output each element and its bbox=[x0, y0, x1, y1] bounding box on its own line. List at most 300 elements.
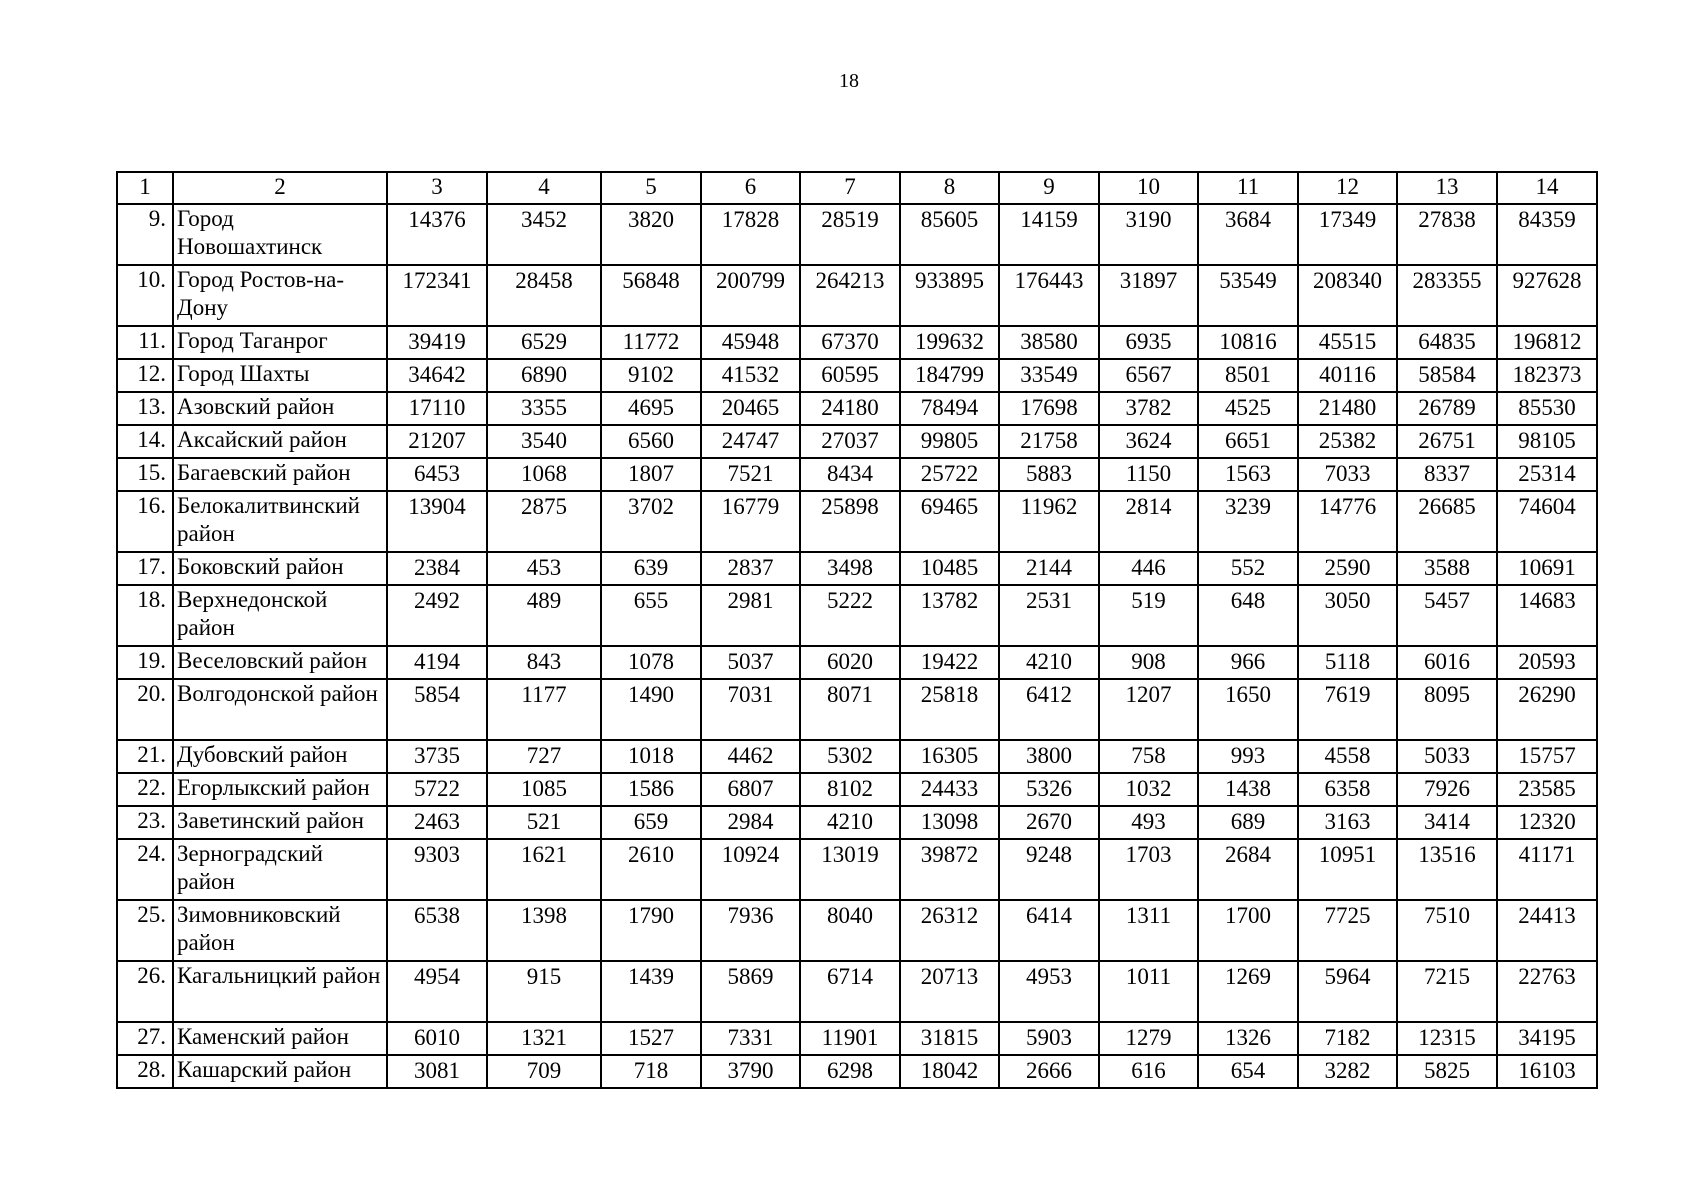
value-cell-col-10: 3782 bbox=[1099, 392, 1198, 425]
value-cell-col-10: 519 bbox=[1099, 585, 1198, 646]
value-cell-col-5: 11772 bbox=[601, 326, 701, 359]
table-row bbox=[117, 392, 1597, 425]
value-cell-col-11: 6651 bbox=[1198, 425, 1298, 458]
value-cell-col-11: 10816 bbox=[1198, 326, 1298, 359]
value-cell-col-7: 24180 bbox=[800, 392, 900, 425]
value-cell-col-10: 616 bbox=[1099, 1055, 1198, 1088]
table-row bbox=[117, 326, 1597, 359]
value-cell-col-4: 521 bbox=[487, 806, 601, 839]
value-cell-col-9: 2666 bbox=[999, 1055, 1099, 1088]
value-cell-col-6: 2837 bbox=[701, 552, 800, 585]
value-cell-col-10: 1207 bbox=[1099, 679, 1198, 740]
row-number-cell: 25. bbox=[117, 900, 173, 961]
value-cell-col-12: 208340 bbox=[1298, 265, 1397, 326]
header-cell-5: 5 bbox=[601, 172, 701, 204]
value-cell-col-11: 4525 bbox=[1198, 392, 1298, 425]
value-cell-col-14: 84359 bbox=[1497, 204, 1597, 265]
value-cell-col-5: 1439 bbox=[601, 961, 701, 1022]
value-cell-col-5: 655 bbox=[601, 585, 701, 646]
value-cell-col-14: 12320 bbox=[1497, 806, 1597, 839]
value-cell-col-14: 25314 bbox=[1497, 458, 1597, 491]
value-cell-col-4: 1177 bbox=[487, 679, 601, 740]
row-number-cell: 21. bbox=[117, 740, 173, 773]
header-cell-3: 3 bbox=[387, 172, 487, 204]
value-cell-col-14: 16103 bbox=[1497, 1055, 1597, 1088]
value-cell-col-8: 25722 bbox=[900, 458, 999, 491]
value-cell-col-3: 14376 bbox=[387, 204, 487, 265]
value-cell-col-12: 5118 bbox=[1298, 646, 1397, 679]
value-cell-col-13: 27838 bbox=[1397, 204, 1497, 265]
district-name-cell: Город Ростов-на-Дону bbox=[173, 265, 387, 326]
value-cell-col-3: 6010 bbox=[387, 1022, 487, 1055]
value-cell-col-5: 1018 bbox=[601, 740, 701, 773]
value-cell-col-10: 908 bbox=[1099, 646, 1198, 679]
value-cell-col-8: 78494 bbox=[900, 392, 999, 425]
value-cell-col-9: 2144 bbox=[999, 552, 1099, 585]
district-name-cell: Волгодонской район bbox=[173, 679, 387, 740]
value-cell-col-5: 2610 bbox=[601, 839, 701, 900]
district-name-cell: Аксайский район bbox=[173, 425, 387, 458]
value-cell-col-7: 28519 bbox=[800, 204, 900, 265]
value-cell-col-12: 7619 bbox=[1298, 679, 1397, 740]
row-number-cell: 16. bbox=[117, 491, 173, 552]
value-cell-col-5: 3702 bbox=[601, 491, 701, 552]
value-cell-col-6: 5037 bbox=[701, 646, 800, 679]
value-cell-col-13: 3588 bbox=[1397, 552, 1497, 585]
value-cell-col-10: 1032 bbox=[1099, 773, 1198, 806]
value-cell-col-8: 25818 bbox=[900, 679, 999, 740]
table-header-row bbox=[117, 172, 1597, 204]
value-cell-col-6: 4462 bbox=[701, 740, 800, 773]
value-cell-col-7: 8434 bbox=[800, 458, 900, 491]
header-cell-7: 7 bbox=[800, 172, 900, 204]
value-cell-col-13: 8095 bbox=[1397, 679, 1497, 740]
row-number-cell: 12. bbox=[117, 359, 173, 392]
value-cell-col-9: 6412 bbox=[999, 679, 1099, 740]
value-cell-col-3: 6538 bbox=[387, 900, 487, 961]
value-cell-col-7: 13019 bbox=[800, 839, 900, 900]
value-cell-col-10: 493 bbox=[1099, 806, 1198, 839]
table-row bbox=[117, 552, 1597, 585]
value-cell-col-4: 1321 bbox=[487, 1022, 601, 1055]
value-cell-col-13: 7510 bbox=[1397, 900, 1497, 961]
value-cell-col-5: 1790 bbox=[601, 900, 701, 961]
value-cell-col-8: 20713 bbox=[900, 961, 999, 1022]
value-cell-col-3: 17110 bbox=[387, 392, 487, 425]
row-number-cell: 9. bbox=[117, 204, 173, 265]
value-cell-col-13: 5457 bbox=[1397, 585, 1497, 646]
value-cell-col-14: 927628 bbox=[1497, 265, 1597, 326]
value-cell-col-7: 8040 bbox=[800, 900, 900, 961]
value-cell-col-10: 446 bbox=[1099, 552, 1198, 585]
value-cell-col-12: 14776 bbox=[1298, 491, 1397, 552]
table-row bbox=[117, 961, 1597, 1022]
value-cell-col-4: 28458 bbox=[487, 265, 601, 326]
value-cell-col-9: 5326 bbox=[999, 773, 1099, 806]
row-number-cell: 28. bbox=[117, 1055, 173, 1088]
value-cell-col-9: 38580 bbox=[999, 326, 1099, 359]
value-cell-col-4: 1085 bbox=[487, 773, 601, 806]
value-cell-col-10: 3190 bbox=[1099, 204, 1198, 265]
value-cell-col-6: 3790 bbox=[701, 1055, 800, 1088]
row-number-cell: 27. bbox=[117, 1022, 173, 1055]
district-name-cell: Город Шахты bbox=[173, 359, 387, 392]
value-cell-col-12: 6358 bbox=[1298, 773, 1397, 806]
value-cell-col-14: 85530 bbox=[1497, 392, 1597, 425]
value-cell-col-11: 1269 bbox=[1198, 961, 1298, 1022]
value-cell-col-3: 21207 bbox=[387, 425, 487, 458]
district-name-cell: Каменский район bbox=[173, 1022, 387, 1055]
value-cell-col-13: 26789 bbox=[1397, 392, 1497, 425]
value-cell-col-12: 7033 bbox=[1298, 458, 1397, 491]
value-cell-col-13: 283355 bbox=[1397, 265, 1497, 326]
value-cell-col-9: 5883 bbox=[999, 458, 1099, 491]
value-cell-col-7: 67370 bbox=[800, 326, 900, 359]
value-cell-col-7: 6298 bbox=[800, 1055, 900, 1088]
value-cell-col-6: 7936 bbox=[701, 900, 800, 961]
value-cell-col-5: 56848 bbox=[601, 265, 701, 326]
value-cell-col-8: 69465 bbox=[900, 491, 999, 552]
value-cell-col-6: 17828 bbox=[701, 204, 800, 265]
value-cell-col-12: 3163 bbox=[1298, 806, 1397, 839]
value-cell-col-3: 4954 bbox=[387, 961, 487, 1022]
value-cell-col-12: 17349 bbox=[1298, 204, 1397, 265]
district-name-cell: Город Новошахтинск bbox=[173, 204, 387, 265]
value-cell-col-11: 3239 bbox=[1198, 491, 1298, 552]
value-cell-col-12: 4558 bbox=[1298, 740, 1397, 773]
value-cell-col-4: 1621 bbox=[487, 839, 601, 900]
value-cell-col-4: 453 bbox=[487, 552, 601, 585]
district-name-cell: Дубовский район bbox=[173, 740, 387, 773]
value-cell-col-3: 5854 bbox=[387, 679, 487, 740]
value-cell-col-12: 40116 bbox=[1298, 359, 1397, 392]
value-cell-col-11: 53549 bbox=[1198, 265, 1298, 326]
value-cell-col-10: 6935 bbox=[1099, 326, 1198, 359]
value-cell-col-5: 1078 bbox=[601, 646, 701, 679]
district-name-cell: Верхнедонской район bbox=[173, 585, 387, 646]
value-cell-col-11: 3684 bbox=[1198, 204, 1298, 265]
value-cell-col-5: 4695 bbox=[601, 392, 701, 425]
value-cell-col-11: 966 bbox=[1198, 646, 1298, 679]
value-cell-col-9: 3800 bbox=[999, 740, 1099, 773]
table-row bbox=[117, 425, 1597, 458]
value-cell-col-3: 9303 bbox=[387, 839, 487, 900]
value-cell-col-9: 11962 bbox=[999, 491, 1099, 552]
value-cell-col-4: 727 bbox=[487, 740, 601, 773]
value-cell-col-14: 10691 bbox=[1497, 552, 1597, 585]
value-cell-col-9: 21758 bbox=[999, 425, 1099, 458]
value-cell-col-12: 45515 bbox=[1298, 326, 1397, 359]
value-cell-col-8: 10485 bbox=[900, 552, 999, 585]
value-cell-col-14: 22763 bbox=[1497, 961, 1597, 1022]
value-cell-col-6: 200799 bbox=[701, 265, 800, 326]
value-cell-col-7: 60595 bbox=[800, 359, 900, 392]
value-cell-col-13: 8337 bbox=[1397, 458, 1497, 491]
value-cell-col-8: 13782 bbox=[900, 585, 999, 646]
value-cell-col-4: 1068 bbox=[487, 458, 601, 491]
value-cell-col-7: 5222 bbox=[800, 585, 900, 646]
row-number-cell: 20. bbox=[117, 679, 173, 740]
table-row bbox=[117, 491, 1597, 552]
value-cell-col-7: 25898 bbox=[800, 491, 900, 552]
value-cell-col-3: 3735 bbox=[387, 740, 487, 773]
value-cell-col-14: 24413 bbox=[1497, 900, 1597, 961]
table-row bbox=[117, 806, 1597, 839]
row-number-cell: 26. bbox=[117, 961, 173, 1022]
value-cell-col-14: 74604 bbox=[1497, 491, 1597, 552]
value-cell-col-14: 20593 bbox=[1497, 646, 1597, 679]
value-cell-col-4: 6890 bbox=[487, 359, 601, 392]
value-cell-col-5: 659 bbox=[601, 806, 701, 839]
table-row bbox=[117, 1055, 1597, 1088]
value-cell-col-11: 654 bbox=[1198, 1055, 1298, 1088]
district-name-cell: Кашарский район bbox=[173, 1055, 387, 1088]
row-number-cell: 18. bbox=[117, 585, 173, 646]
value-cell-col-9: 17698 bbox=[999, 392, 1099, 425]
value-cell-col-12: 2590 bbox=[1298, 552, 1397, 585]
value-cell-col-11: 1563 bbox=[1198, 458, 1298, 491]
value-cell-col-4: 843 bbox=[487, 646, 601, 679]
value-cell-col-10: 1311 bbox=[1099, 900, 1198, 961]
value-cell-col-6: 5869 bbox=[701, 961, 800, 1022]
value-cell-col-13: 7926 bbox=[1397, 773, 1497, 806]
value-cell-col-7: 5302 bbox=[800, 740, 900, 773]
table-row bbox=[117, 646, 1597, 679]
value-cell-col-12: 21480 bbox=[1298, 392, 1397, 425]
header-cell-8: 8 bbox=[900, 172, 999, 204]
district-name-cell: Кагальницкий район bbox=[173, 961, 387, 1022]
value-cell-col-8: 31815 bbox=[900, 1022, 999, 1055]
value-cell-col-14: 41171 bbox=[1497, 839, 1597, 900]
row-number-cell: 10. bbox=[117, 265, 173, 326]
table-row bbox=[117, 204, 1597, 265]
value-cell-col-3: 2384 bbox=[387, 552, 487, 585]
value-cell-col-11: 648 bbox=[1198, 585, 1298, 646]
value-cell-col-4: 709 bbox=[487, 1055, 601, 1088]
value-cell-col-7: 11901 bbox=[800, 1022, 900, 1055]
header-cell-2: 2 bbox=[173, 172, 387, 204]
value-cell-col-3: 13904 bbox=[387, 491, 487, 552]
district-name-cell: Боковский район bbox=[173, 552, 387, 585]
row-number-cell: 13. bbox=[117, 392, 173, 425]
value-cell-col-4: 2875 bbox=[487, 491, 601, 552]
value-cell-col-10: 1703 bbox=[1099, 839, 1198, 900]
table-row bbox=[117, 458, 1597, 491]
value-cell-col-4: 1398 bbox=[487, 900, 601, 961]
value-cell-col-7: 264213 bbox=[800, 265, 900, 326]
value-cell-col-4: 915 bbox=[487, 961, 601, 1022]
value-cell-col-8: 16305 bbox=[900, 740, 999, 773]
value-cell-col-6: 20465 bbox=[701, 392, 800, 425]
value-cell-col-14: 98105 bbox=[1497, 425, 1597, 458]
value-cell-col-3: 172341 bbox=[387, 265, 487, 326]
row-number-cell: 11. bbox=[117, 326, 173, 359]
value-cell-col-3: 4194 bbox=[387, 646, 487, 679]
value-cell-col-11: 993 bbox=[1198, 740, 1298, 773]
value-cell-col-4: 6529 bbox=[487, 326, 601, 359]
value-cell-col-14: 196812 bbox=[1497, 326, 1597, 359]
row-number-cell: 19. bbox=[117, 646, 173, 679]
district-name-cell: Зерноградский район bbox=[173, 839, 387, 900]
value-cell-col-13: 64835 bbox=[1397, 326, 1497, 359]
row-number-cell: 24. bbox=[117, 839, 173, 900]
value-cell-col-9: 14159 bbox=[999, 204, 1099, 265]
row-number-cell: 14. bbox=[117, 425, 173, 458]
value-cell-col-5: 1527 bbox=[601, 1022, 701, 1055]
value-cell-col-3: 3081 bbox=[387, 1055, 487, 1088]
table-body bbox=[117, 172, 1597, 1088]
table-row bbox=[117, 773, 1597, 806]
value-cell-col-8: 199632 bbox=[900, 326, 999, 359]
table-row bbox=[117, 839, 1597, 900]
value-cell-col-8: 24433 bbox=[900, 773, 999, 806]
value-cell-col-13: 7215 bbox=[1397, 961, 1497, 1022]
header-cell-1: 1 bbox=[117, 172, 173, 204]
header-cell-12: 12 bbox=[1298, 172, 1397, 204]
value-cell-col-10: 1279 bbox=[1099, 1022, 1198, 1055]
value-cell-col-12: 5964 bbox=[1298, 961, 1397, 1022]
header-cell-11: 11 bbox=[1198, 172, 1298, 204]
value-cell-col-7: 6020 bbox=[800, 646, 900, 679]
value-cell-col-9: 2670 bbox=[999, 806, 1099, 839]
value-cell-col-6: 10924 bbox=[701, 839, 800, 900]
value-cell-col-9: 6414 bbox=[999, 900, 1099, 961]
district-name-cell: Багаевский район bbox=[173, 458, 387, 491]
value-cell-col-5: 639 bbox=[601, 552, 701, 585]
value-cell-col-8: 39872 bbox=[900, 839, 999, 900]
value-cell-col-9: 2531 bbox=[999, 585, 1099, 646]
value-cell-col-4: 3452 bbox=[487, 204, 601, 265]
district-name-cell: Егорлыкский район bbox=[173, 773, 387, 806]
value-cell-col-9: 5903 bbox=[999, 1022, 1099, 1055]
value-cell-col-7: 8071 bbox=[800, 679, 900, 740]
value-cell-col-8: 85605 bbox=[900, 204, 999, 265]
value-cell-col-6: 7331 bbox=[701, 1022, 800, 1055]
value-cell-col-9: 4210 bbox=[999, 646, 1099, 679]
value-cell-col-3: 34642 bbox=[387, 359, 487, 392]
value-cell-col-13: 6016 bbox=[1397, 646, 1497, 679]
value-cell-col-6: 2981 bbox=[701, 585, 800, 646]
value-cell-col-9: 9248 bbox=[999, 839, 1099, 900]
value-cell-col-6: 16779 bbox=[701, 491, 800, 552]
value-cell-col-10: 3624 bbox=[1099, 425, 1198, 458]
value-cell-col-5: 9102 bbox=[601, 359, 701, 392]
table-row bbox=[117, 1022, 1597, 1055]
value-cell-col-6: 24747 bbox=[701, 425, 800, 458]
value-cell-col-11: 552 bbox=[1198, 552, 1298, 585]
value-cell-col-11: 1650 bbox=[1198, 679, 1298, 740]
value-cell-col-8: 99805 bbox=[900, 425, 999, 458]
value-cell-col-6: 41532 bbox=[701, 359, 800, 392]
value-cell-col-9: 176443 bbox=[999, 265, 1099, 326]
value-cell-col-4: 489 bbox=[487, 585, 601, 646]
district-name-cell: Белокалитвинский район bbox=[173, 491, 387, 552]
value-cell-col-4: 3540 bbox=[487, 425, 601, 458]
header-cell-13: 13 bbox=[1397, 172, 1497, 204]
value-cell-col-3: 6453 bbox=[387, 458, 487, 491]
value-cell-col-4: 3355 bbox=[487, 392, 601, 425]
value-cell-col-6: 45948 bbox=[701, 326, 800, 359]
value-cell-col-10: 1150 bbox=[1099, 458, 1198, 491]
value-cell-col-5: 1807 bbox=[601, 458, 701, 491]
value-cell-col-11: 689 bbox=[1198, 806, 1298, 839]
value-cell-col-7: 6714 bbox=[800, 961, 900, 1022]
value-cell-col-14: 34195 bbox=[1497, 1022, 1597, 1055]
value-cell-col-12: 7725 bbox=[1298, 900, 1397, 961]
data-table bbox=[116, 171, 1598, 1089]
value-cell-col-5: 6560 bbox=[601, 425, 701, 458]
value-cell-col-8: 26312 bbox=[900, 900, 999, 961]
table-row bbox=[117, 740, 1597, 773]
value-cell-col-10: 2814 bbox=[1099, 491, 1198, 552]
table-row bbox=[117, 265, 1597, 326]
header-cell-9: 9 bbox=[999, 172, 1099, 204]
row-number-cell: 22. bbox=[117, 773, 173, 806]
value-cell-col-11: 1438 bbox=[1198, 773, 1298, 806]
table-row bbox=[117, 679, 1597, 740]
value-cell-col-8: 933895 bbox=[900, 265, 999, 326]
value-cell-col-5: 718 bbox=[601, 1055, 701, 1088]
table-row bbox=[117, 585, 1597, 646]
value-cell-col-12: 10951 bbox=[1298, 839, 1397, 900]
value-cell-col-6: 6807 bbox=[701, 773, 800, 806]
value-cell-col-14: 15757 bbox=[1497, 740, 1597, 773]
value-cell-col-8: 13098 bbox=[900, 806, 999, 839]
header-cell-10: 10 bbox=[1099, 172, 1198, 204]
table-row bbox=[117, 900, 1597, 961]
value-cell-col-10: 31897 bbox=[1099, 265, 1198, 326]
value-cell-col-10: 6567 bbox=[1099, 359, 1198, 392]
table-row bbox=[117, 359, 1597, 392]
district-name-cell: Город Таганрог bbox=[173, 326, 387, 359]
value-cell-col-14: 23585 bbox=[1497, 773, 1597, 806]
value-cell-col-7: 3498 bbox=[800, 552, 900, 585]
value-cell-col-11: 1700 bbox=[1198, 900, 1298, 961]
district-name-cell: Заветинский район bbox=[173, 806, 387, 839]
value-cell-col-12: 7182 bbox=[1298, 1022, 1397, 1055]
value-cell-col-7: 8102 bbox=[800, 773, 900, 806]
value-cell-col-13: 5033 bbox=[1397, 740, 1497, 773]
value-cell-col-13: 26685 bbox=[1397, 491, 1497, 552]
row-number-cell: 17. bbox=[117, 552, 173, 585]
value-cell-col-3: 2492 bbox=[387, 585, 487, 646]
value-cell-col-5: 3820 bbox=[601, 204, 701, 265]
value-cell-col-11: 8501 bbox=[1198, 359, 1298, 392]
value-cell-col-6: 7031 bbox=[701, 679, 800, 740]
value-cell-col-9: 4953 bbox=[999, 961, 1099, 1022]
value-cell-col-13: 13516 bbox=[1397, 839, 1497, 900]
value-cell-col-14: 182373 bbox=[1497, 359, 1597, 392]
value-cell-col-13: 3414 bbox=[1397, 806, 1497, 839]
district-name-cell: Зимовниковский район bbox=[173, 900, 387, 961]
value-cell-col-6: 7521 bbox=[701, 458, 800, 491]
row-number-cell: 15. bbox=[117, 458, 173, 491]
value-cell-col-8: 184799 bbox=[900, 359, 999, 392]
value-cell-col-12: 3050 bbox=[1298, 585, 1397, 646]
value-cell-col-3: 5722 bbox=[387, 773, 487, 806]
page-number: 18 bbox=[839, 70, 859, 92]
row-number-cell: 23. bbox=[117, 806, 173, 839]
header-cell-6: 6 bbox=[701, 172, 800, 204]
value-cell-col-10: 1011 bbox=[1099, 961, 1198, 1022]
value-cell-col-13: 5825 bbox=[1397, 1055, 1497, 1088]
value-cell-col-12: 3282 bbox=[1298, 1055, 1397, 1088]
value-cell-col-7: 4210 bbox=[800, 806, 900, 839]
value-cell-col-8: 19422 bbox=[900, 646, 999, 679]
value-cell-col-5: 1490 bbox=[601, 679, 701, 740]
value-cell-col-11: 2684 bbox=[1198, 839, 1298, 900]
value-cell-col-13: 26751 bbox=[1397, 425, 1497, 458]
